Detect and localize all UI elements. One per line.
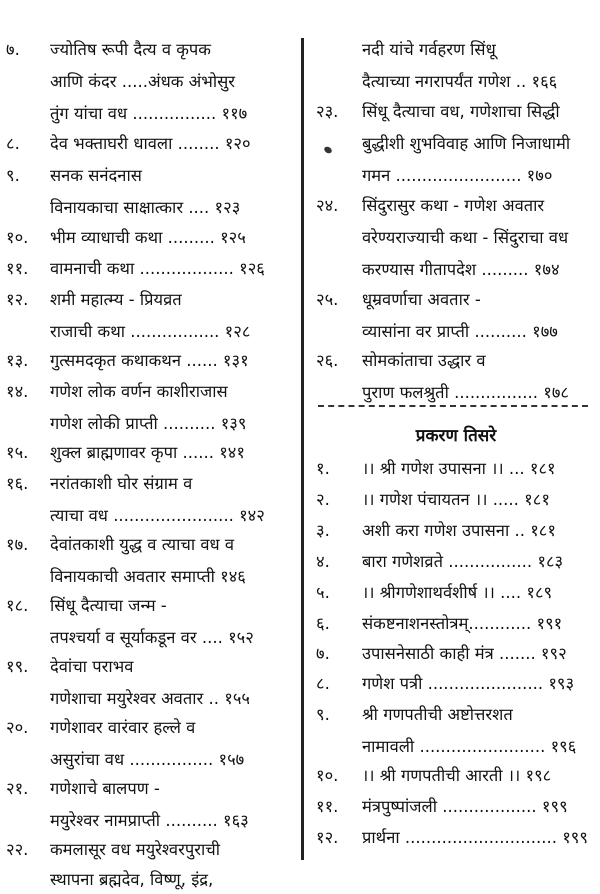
toc-entry: [0, 345, 300, 377]
entry-text: ।। श्री गणपतीची आरती ।। १९८: [362, 766, 552, 785]
entry-number: १२.: [316, 828, 339, 847]
entry-text: ।। श्रीगणेशाथर्वशीर्ष ।। .... १८९: [362, 583, 553, 602]
entry-text: धूम्रवर्णाचा अवतार -: [362, 290, 481, 309]
toc-entry: [312, 577, 600, 609]
entry-text: ।। गणेश पंचायतन ।। ..... १८१: [362, 490, 550, 509]
entry-number: १६.: [6, 474, 29, 493]
toc-entry: [0, 128, 300, 160]
entry-number: २.: [316, 490, 330, 509]
toc-entry: [0, 160, 300, 224]
entry-number: २३.: [316, 102, 339, 121]
entry-text: बारा गणेशव्रते ................ १८३: [362, 552, 564, 571]
entry-number: १०.: [6, 228, 29, 247]
entry-number: ९.: [316, 705, 330, 724]
entry-text: सिंदुरासुर कथा - गणेश अवतार: [362, 196, 545, 215]
entry-text: तुंग यांचा वध ................ ११७: [50, 104, 248, 123]
entry-text: विनायकाची अवतार समाप्ती १४६: [50, 567, 246, 586]
entry-number: १.: [316, 459, 330, 478]
entry-number: २०.: [6, 718, 29, 737]
entry-number: ७.: [316, 644, 330, 663]
entry-number: ४.: [316, 552, 330, 571]
entry-text: दैत्याच्या नगरापर्यंत गणेश .. १६६: [362, 72, 558, 91]
entry-text: सिंधू दैत्याचा जन्म -: [50, 596, 167, 615]
entry-number: ६.: [316, 614, 330, 633]
toc-entry: [0, 222, 300, 254]
entry-text: मयुरेश्वर नामप्राप्ती .......... १६३: [50, 811, 249, 830]
entry-number: २१.: [6, 779, 29, 798]
toc-entry: [0, 590, 300, 654]
entry-text: वरेण्यराज्याची कथा - सिंदुराचा वध: [362, 228, 569, 247]
toc-entry: [312, 453, 600, 485]
toc-entry: [0, 284, 300, 348]
entry-text: नदी यांचे गर्वहरण सिंधू: [362, 40, 496, 59]
entry-number: ७.: [6, 40, 20, 59]
entry-text: सोमकांताचा उद्धार व: [362, 351, 486, 370]
entry-text: देवांचा पराभव: [50, 657, 134, 676]
entry-text: विनायकाचा साक्षात्कार .... १२३: [50, 198, 241, 217]
entry-text: असुरांचा वध ................ १५७: [50, 750, 245, 769]
entry-text: शुक्ल ब्राह्मणावर कृपा ...... १४१: [50, 443, 245, 462]
entry-number: १८.: [6, 596, 29, 615]
entry-text: व्यासांना वर प्राप्ती .......... १७७: [362, 322, 558, 341]
toc-entry: [312, 345, 600, 409]
toc-entry: [312, 822, 600, 854]
entry-text: संकष्टनाशनस्तोत्रम्............ १९१: [362, 614, 563, 633]
entry-text: गणेशाचे बालपण -: [50, 779, 160, 798]
column-divider: [301, 38, 304, 860]
toc-entry: [312, 515, 600, 547]
toc-entry: [0, 468, 300, 532]
entry-text: गणेशाचा मयुरेश्वर अवतार .. १५५: [50, 689, 251, 708]
entry-text: सिंधू दैत्याचा वध, गणेशाचा सिद्धी: [362, 102, 560, 121]
entry-text: आणि कंदर .....अंधक अंभोसुर: [50, 72, 236, 91]
entry-number: १२.: [6, 290, 29, 309]
entry-text: देव भक्ताघरी धावला ........ १२०: [50, 134, 251, 153]
entry-number: ८.: [316, 674, 330, 693]
toc-entry: [312, 484, 600, 516]
entry-number: १९.: [6, 657, 29, 676]
section-separator: [318, 405, 588, 407]
entry-text: गमन ........................ १७०: [362, 166, 553, 185]
entry-text: तपश्चर्या व सूर्याकडून वर .... १५२: [50, 628, 254, 647]
entry-text: सनक सनंदनास: [50, 166, 142, 185]
entry-number: ११.: [6, 259, 29, 278]
entry-text: मंत्रपुष्पांजली .................. १९९: [362, 797, 568, 816]
entry-text: देवांतकाशी युद्ध व त्याचा वध व: [50, 535, 235, 554]
entry-number: ३.: [316, 521, 330, 540]
entry-text: भीम व्याधाची कथा ......... १२५: [50, 228, 246, 247]
entry-text: नरांतकाशी घोर संग्राम व: [50, 474, 193, 493]
entry-number: १५.: [6, 443, 29, 462]
entry-text: ।। श्री गणेश उपासना ।। ... १८१: [362, 459, 556, 478]
entry-number: ९.: [6, 166, 20, 185]
entry-text: गणेशावर वारंवार हल्ले व: [50, 718, 196, 737]
entry-text: अशी करा गणेश उपासना .. १८१: [362, 521, 556, 540]
entry-text: नामावली ........................ १९६: [362, 737, 577, 756]
entry-text: त्याचा वध ....................... १४२: [50, 506, 265, 525]
toc-entry: [0, 437, 300, 469]
entry-text: गुत्समदकृत कथाकथन ...... १३१: [50, 351, 249, 370]
entry-number: १३.: [6, 351, 29, 370]
section-heading: प्रकरण तिसरे: [415, 426, 497, 446]
toc-entry: [0, 253, 300, 285]
entry-number: ८.: [6, 134, 20, 153]
entry-number: ११.: [316, 797, 339, 816]
toc-entry: [0, 34, 300, 130]
toc-entry: [312, 190, 600, 286]
entry-number: १०.: [316, 766, 339, 785]
toc-entry: [0, 651, 300, 715]
toc-entry: [0, 529, 300, 593]
entry-text: प्रार्थना ............................. १९९: [362, 828, 588, 847]
entry-text: राजाची कथा ................. १२८: [50, 322, 251, 341]
toc-entry: [312, 791, 600, 823]
toc-entry: [0, 834, 300, 894]
entry-text: गणेश पत्री ...................... १९३: [362, 674, 575, 693]
entry-text: गणेश लोकी प्राप्ती .......... १३९: [50, 414, 247, 433]
entry-text: स्थापना ब्रह्मदेव, विष्णू, इंद्र,: [50, 870, 214, 889]
toc-entry: [0, 712, 300, 776]
entry-text: श्री गणपतीची अष्टोत्तरशत: [362, 705, 513, 724]
toc-entry: [312, 668, 600, 700]
entry-text: पुराण फलश्रुती ................ १७८: [362, 383, 569, 402]
toc-entry: [312, 760, 600, 792]
entry-number: २४.: [316, 196, 339, 215]
entry-text: बुद्धीशी शुभविवाह आणि निजाधामी: [362, 134, 571, 153]
toc-entry: [312, 699, 600, 763]
toc-entry: [312, 96, 600, 192]
entry-number: १४.: [6, 382, 29, 401]
entry-text: ज्योतिष रूपी दैत्य व कृपक: [50, 40, 211, 59]
entry-text: करण्यास गीतापदेश ......... १७४: [362, 260, 560, 279]
entry-text: शमी महात्म्य - प्रियव्रत: [50, 290, 182, 309]
entry-number: ५.: [316, 583, 330, 602]
entry-text: वामनाची कथा .................. १२६: [50, 259, 265, 278]
toc-entry: [312, 284, 600, 348]
entry-number: १७.: [6, 535, 29, 554]
toc-entry: [312, 608, 600, 640]
entry-number: २६.: [316, 351, 339, 370]
entry-number: २२.: [6, 840, 29, 859]
toc-entry: [312, 546, 600, 578]
toc-entry: [312, 638, 600, 670]
entry-text: गणेश लोक वर्णन काशीराजास: [50, 382, 228, 401]
entry-text: कमलासूर वध मयुरेश्वरपुराची: [50, 840, 220, 859]
toc-entry: [0, 376, 300, 440]
toc-entry: [312, 34, 600, 98]
entry-text: उपासनेसाठी काही मंत्र ....... १९२: [362, 644, 567, 663]
toc-entry: [0, 773, 300, 837]
entry-number: २५.: [316, 290, 339, 309]
